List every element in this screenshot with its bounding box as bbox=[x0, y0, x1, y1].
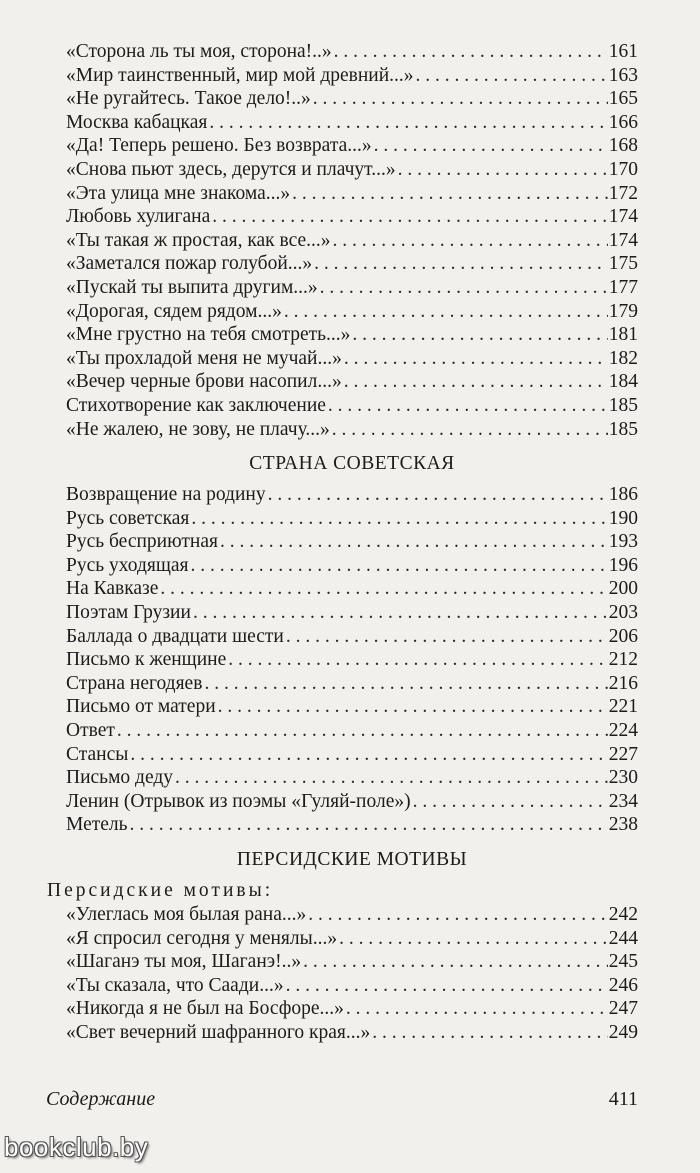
toc-entry bbox=[66, 276, 638, 300]
toc-leader-dots bbox=[216, 695, 608, 719]
toc-entry bbox=[66, 300, 638, 324]
toc-entry bbox=[66, 64, 638, 88]
toc-leader-dots bbox=[202, 672, 608, 696]
toc-entry-title: «Ты прохладой меня не мучай...» bbox=[66, 347, 342, 369]
toc-entry bbox=[66, 950, 638, 974]
toc-entry-page: 224 bbox=[608, 720, 638, 742]
toc-entry-page: 190 bbox=[608, 507, 638, 529]
toc-entry-page: 234 bbox=[608, 790, 638, 812]
toc-entry-title: Стихотворение как заключение bbox=[66, 394, 326, 416]
toc-entry bbox=[66, 554, 638, 578]
toc-entry-page: 242 bbox=[608, 904, 638, 925]
toc-entry bbox=[66, 483, 638, 507]
toc-entry-title: Баллада о двадцати шести bbox=[66, 625, 284, 647]
page-footer bbox=[46, 1088, 638, 1111]
toc-entry-page: 163 bbox=[608, 64, 638, 86]
toc-entry-title: «Мир таинственный, мир мой древний...» bbox=[66, 64, 414, 86]
toc-leader-dots bbox=[210, 205, 608, 229]
toc-entry-page: 181 bbox=[608, 324, 638, 346]
toc-entry-title: Любовь хулигана bbox=[66, 206, 211, 228]
toc-entry-page: 179 bbox=[608, 300, 638, 322]
toc-leader-dots bbox=[311, 87, 608, 111]
toc-entry bbox=[66, 997, 638, 1021]
toc-entry-title: «Свет вечерний шафранного края...» bbox=[66, 1021, 371, 1043]
toc-entry-page: 246 bbox=[608, 974, 638, 996]
toc-leader-dots bbox=[191, 601, 608, 625]
toc-entry-page: 185 bbox=[608, 418, 638, 440]
toc-entry-page: 182 bbox=[608, 347, 638, 369]
toc-entry-title: Русь бесприютная bbox=[66, 531, 218, 553]
toc-leader-dots bbox=[301, 950, 608, 974]
toc-entry-page: 221 bbox=[608, 696, 638, 718]
toc-entry-page: 216 bbox=[608, 672, 638, 694]
toc-entry-title: «Вечер черные брови насопил...» bbox=[66, 371, 342, 393]
toc-leader-dots bbox=[290, 182, 608, 206]
toc-entry-page: 161 bbox=[608, 41, 638, 62]
toc-entry bbox=[66, 394, 638, 418]
toc-leader-dots bbox=[318, 276, 608, 300]
toc-entry bbox=[66, 719, 638, 743]
toc-leader-dots bbox=[396, 158, 608, 182]
toc-entry-title: «Никогда я не был на Босфоре...» bbox=[66, 998, 344, 1020]
toc-entry-title: Русь уходящая bbox=[66, 554, 189, 576]
toc-entry-title: «Да! Теперь решено. Без возврата...» bbox=[66, 135, 372, 157]
toc-entry-title: Письмо деду bbox=[66, 767, 174, 789]
toc-entry-title: Страна негодяев bbox=[66, 672, 203, 694]
toc-entry bbox=[66, 927, 638, 951]
toc-entry-page: 244 bbox=[608, 927, 638, 949]
toc-entry-page: 186 bbox=[608, 484, 638, 506]
toc-entry-page: 238 bbox=[608, 814, 638, 836]
toc-entry-page: 184 bbox=[608, 371, 638, 393]
footer-section-name: Содержание bbox=[46, 1088, 156, 1110]
toc-entry bbox=[66, 111, 638, 135]
toc-entry-page: 249 bbox=[608, 1021, 638, 1043]
toc-leader-dots bbox=[173, 766, 608, 790]
toc-leader-dots bbox=[372, 134, 608, 158]
toc-entry-title: «Сторона ль ты моя, сторона!..» bbox=[66, 41, 332, 62]
subsection-heading-persian-motifs: Персидские мотивы: bbox=[47, 880, 274, 901]
toc-entry-page: 172 bbox=[608, 182, 638, 204]
toc-leader-dots bbox=[332, 40, 608, 64]
toc-entry-page: 203 bbox=[608, 602, 638, 624]
toc-leader-dots bbox=[342, 347, 608, 371]
toc-entry bbox=[66, 370, 638, 394]
toc-leader-dots bbox=[282, 300, 608, 324]
toc-entry bbox=[66, 743, 638, 767]
toc-leader-dots bbox=[411, 790, 608, 814]
toc-entry bbox=[66, 252, 638, 276]
toc-leader-dots bbox=[189, 507, 608, 531]
toc-entry-page: 193 bbox=[608, 531, 638, 553]
toc-entry bbox=[66, 323, 638, 347]
toc-entry-page: 185 bbox=[608, 394, 638, 416]
toc-entry-title: Метель bbox=[66, 814, 128, 836]
toc-entry-title: Поэтам Грузии bbox=[66, 602, 191, 624]
toc-entry bbox=[66, 625, 638, 649]
toc-entry-page: 165 bbox=[608, 88, 638, 110]
toc-leader-dots bbox=[330, 418, 608, 442]
toc-entry-title: Письмо от матери bbox=[66, 696, 216, 718]
toc-entry bbox=[66, 672, 638, 696]
toc-leader-dots bbox=[226, 648, 608, 672]
watermark-logo: bookclub.by bbox=[4, 1132, 149, 1162]
toc-entry-title: Русь советская bbox=[66, 507, 190, 529]
toc-leader-dots bbox=[128, 813, 608, 837]
toc-leader-dots bbox=[284, 974, 608, 998]
table-of-contents bbox=[47, 40, 638, 1045]
toc-entry-page: 200 bbox=[608, 578, 638, 600]
toc-entry bbox=[66, 40, 638, 64]
toc-entry bbox=[66, 134, 638, 158]
toc-entry-title: «Ты такая ж простая, как все...» bbox=[66, 229, 331, 251]
toc-entry-title: Ответ bbox=[66, 720, 115, 742]
toc-entry bbox=[66, 790, 638, 814]
toc-entry-title: «Пускай ты выпита другим...» bbox=[66, 276, 318, 298]
toc-leader-dots bbox=[158, 577, 608, 601]
toc-entry-title: «Эта улица мне знакома...» bbox=[66, 182, 291, 204]
toc-entry-page: 168 bbox=[608, 135, 638, 157]
toc-entry-page: 170 bbox=[608, 158, 638, 180]
toc-leader-dots bbox=[331, 229, 608, 253]
footer-page-number: 411 bbox=[608, 1088, 638, 1110]
toc-group-2 bbox=[66, 483, 638, 837]
toc-leader-dots bbox=[266, 483, 608, 507]
toc-leader-dots bbox=[284, 625, 608, 649]
toc-entry-page: 206 bbox=[608, 625, 638, 647]
toc-entry bbox=[66, 507, 638, 531]
toc-entry-page: 174 bbox=[608, 229, 638, 251]
toc-leader-dots bbox=[337, 927, 608, 951]
toc-entry-page: 166 bbox=[608, 111, 638, 133]
toc-entry-page: 174 bbox=[608, 206, 638, 228]
toc-leader-dots bbox=[128, 743, 608, 767]
toc-leader-dots bbox=[115, 719, 608, 743]
toc-entry bbox=[66, 1021, 638, 1045]
toc-entry bbox=[66, 182, 638, 206]
toc-entry bbox=[66, 87, 638, 111]
toc-entry-page: 196 bbox=[608, 554, 638, 576]
toc-entry-page: 227 bbox=[608, 743, 638, 765]
toc-leader-dots bbox=[342, 370, 608, 394]
toc-group-3 bbox=[66, 903, 638, 1045]
toc-entry bbox=[66, 601, 638, 625]
toc-leader-dots bbox=[189, 554, 609, 578]
toc-entry-title: «Заметался пожар голубой...» bbox=[66, 253, 313, 275]
section-heading-persian-motifs: ПЕРСИДСКИЕ МОТИВЫ bbox=[236, 849, 468, 870]
toc-entry-title: Возвращение на родину bbox=[66, 484, 266, 506]
toc-leader-dots bbox=[207, 111, 608, 135]
toc-leader-dots bbox=[218, 530, 608, 554]
toc-entry-title: На Кавказе bbox=[66, 578, 159, 600]
toc-entry-title: «Мне грустно на тебя смотреть...» bbox=[66, 324, 351, 346]
toc-entry bbox=[66, 695, 638, 719]
toc-entry-page: 245 bbox=[608, 951, 638, 973]
section-heading-soviet-country: СТРАНА СОВЕТСКАЯ bbox=[249, 453, 455, 475]
toc-entry bbox=[66, 648, 638, 672]
toc-entry-page: 177 bbox=[608, 276, 638, 298]
toc-entry-title: «Снова пьют здесь, дерутся и плачут...» bbox=[66, 158, 396, 180]
toc-entry bbox=[66, 813, 638, 837]
toc-entry bbox=[66, 229, 638, 253]
toc-entry-title: «Дорогая, сядем рядом...» bbox=[66, 300, 282, 322]
toc-entry-title: «Шаганэ ты моя, Шаганэ!..» bbox=[66, 951, 302, 973]
toc-entry-title: Ленин (Отрывок из поэмы «Гуляй-поле») bbox=[66, 790, 411, 812]
toc-entry-title: «Я спросил сегодня у менялы...» bbox=[66, 927, 338, 949]
toc-leader-dots bbox=[370, 1021, 608, 1045]
toc-leader-dots bbox=[306, 903, 608, 927]
toc-entry bbox=[66, 766, 638, 790]
toc-leader-dots bbox=[414, 64, 608, 88]
toc-entry bbox=[66, 577, 638, 601]
toc-entry-page: 230 bbox=[608, 767, 638, 789]
toc-entry-title: Москва кабацкая bbox=[66, 111, 208, 133]
toc-entry-page: 212 bbox=[608, 649, 638, 671]
toc-entry bbox=[66, 903, 638, 927]
toc-entry bbox=[66, 530, 638, 554]
toc-entry-title: Письмо к женщине bbox=[66, 649, 227, 671]
toc-leader-dots bbox=[344, 997, 608, 1021]
toc-entry bbox=[66, 974, 638, 998]
toc-entry-page: 247 bbox=[608, 998, 638, 1020]
toc-entry bbox=[66, 205, 638, 229]
toc-entry bbox=[66, 347, 638, 371]
toc-entry-title: «Не жалею, не зову, не плачу...» bbox=[66, 418, 330, 440]
toc-entry-title: «Улеглась моя былая рана...» bbox=[66, 904, 307, 925]
toc-entry-title: «Не ругайтесь. Такое дело!..» bbox=[66, 88, 311, 110]
toc-leader-dots bbox=[312, 252, 608, 276]
toc-leader-dots bbox=[350, 323, 608, 347]
toc-entry-title: Стансы bbox=[66, 743, 129, 765]
toc-leader-dots bbox=[326, 394, 608, 418]
toc-entry-page: 175 bbox=[608, 253, 638, 275]
toc-group-1 bbox=[66, 40, 638, 441]
toc-entry bbox=[66, 418, 638, 442]
toc-entry bbox=[66, 158, 638, 182]
toc-entry-title: «Ты сказала, что Саади...» bbox=[66, 974, 284, 996]
